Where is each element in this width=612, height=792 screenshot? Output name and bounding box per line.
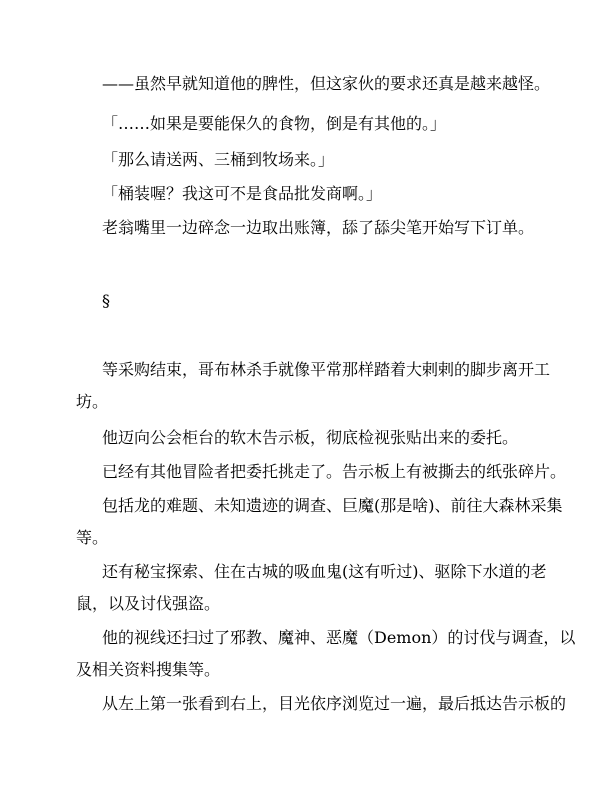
- text-line: ——虽然早就知道他的脾性，但这家伙的要求还真是越来越怪。: [102, 74, 551, 93]
- paragraph-2: [76, 108, 546, 140]
- text-line: 「那么请送两、三桶到牧场来。」: [102, 150, 335, 169]
- text-line: 「桶装喔？我这可不是食品批发商啊。」: [102, 184, 383, 203]
- paragraph-4: [76, 178, 546, 210]
- text-line: 及相关资料搜集等。: [76, 660, 221, 679]
- text-line: 鼠，以及讨伐强盗。: [76, 594, 221, 613]
- text-line: 已经有其他冒险者把委托挑走了。告示板上有被撕去的纸张碎片。: [102, 462, 567, 481]
- text-line: 老翁嘴里一边碎念一边取出账簿，舔了舔尖笔开始写下订单。: [102, 218, 535, 237]
- paragraph-10: [76, 556, 546, 620]
- text-line: 包括龙的难题、未知遗迹的调查、巨魔(那是啥)、前往大森林采集: [102, 496, 563, 515]
- text-line: 还有秘宝探索、住在古城的吸血鬼(这有听过)、驱除下水道的老: [102, 562, 547, 581]
- section-mark: §: [102, 291, 110, 310]
- paragraph-1: [76, 68, 551, 100]
- text-line: 他迈向公会柜台的软木告示板，彻底检视张贴出来的委托。: [102, 428, 519, 447]
- text-line: 从左上第一张看到右上，目光依序浏览过一遍，最后抵达告示板的: [102, 694, 567, 713]
- paragraph-11: [76, 622, 576, 686]
- text-line: 等采购结束，哥布林杀手就像平常那样踏着大剌剌的脚步离开工: [102, 360, 551, 379]
- paragraph-5: [76, 212, 546, 244]
- paragraph-7: [76, 422, 546, 454]
- text-line: 「……如果是要能保久的食物，倒是有其他的。」: [102, 114, 447, 133]
- paragraph-3: [76, 144, 546, 176]
- text-line: 等。: [76, 528, 109, 547]
- text-line: 他的视线还扫过了邪教、魔神、恶魔（Demon）的讨伐与调查，以: [102, 628, 576, 647]
- paragraph-12: [76, 688, 567, 720]
- paragraph-8: [76, 456, 567, 488]
- text-line: 坊。: [76, 392, 109, 411]
- paragraph-6: [76, 354, 551, 418]
- paragraph-9: [76, 490, 563, 554]
